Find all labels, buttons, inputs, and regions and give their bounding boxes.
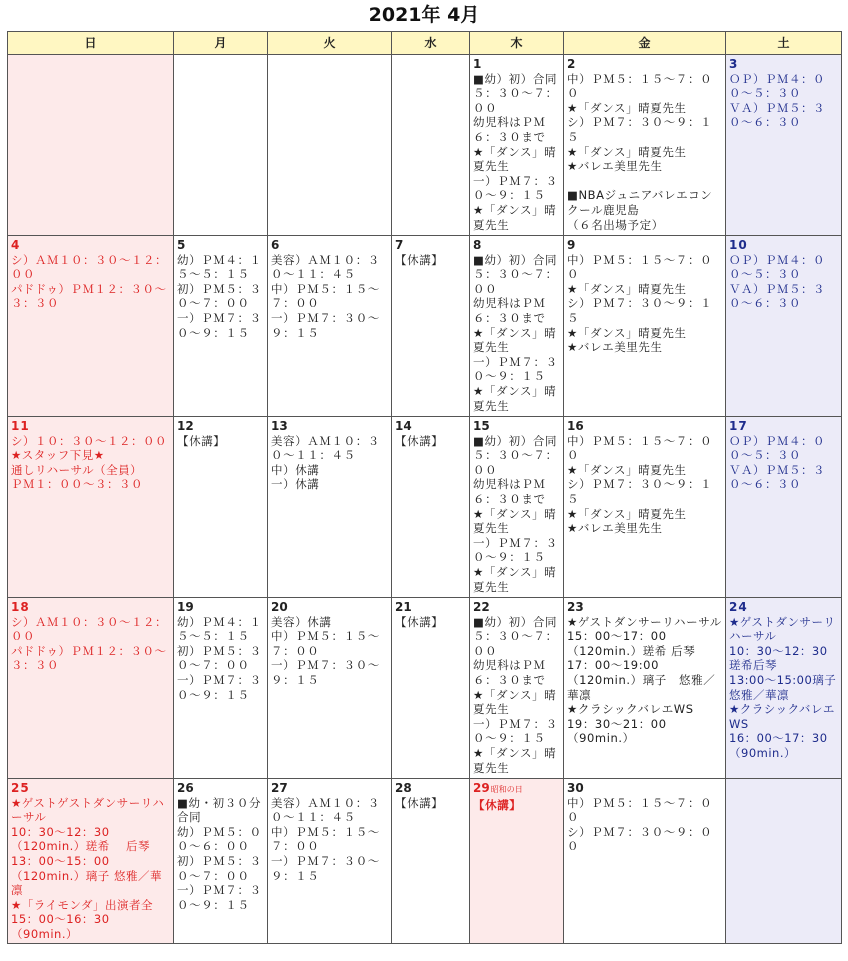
day-cell (726, 236, 842, 417)
week-row-3 (8, 417, 842, 598)
day-number: 6 (271, 238, 280, 252)
day-cell (564, 598, 726, 779)
day-events: ＯＰ）ＰＭ４：００〜５：３０ ＶＡ）ＰＭ５：３０〜６：３０ (729, 433, 825, 492)
day-events: 中）ＰＭ５：１５〜７：００ ★「ダンス」晴夏先生 シ）ＰＭ７：３０〜９：１５ ★「ダンス」晴夏先生 ★バレエ美里先生 (567, 433, 713, 536)
day-number: 11 (11, 419, 30, 433)
day-number: 1 (473, 57, 482, 71)
day-cell (564, 417, 726, 598)
day-cell (8, 236, 174, 417)
weekday-header-row (8, 32, 842, 55)
day-number: 23 (567, 600, 584, 614)
day-events: 【休講】 (395, 433, 444, 448)
day-cell (470, 598, 564, 779)
day-events: ＯＰ）ＰＭ４：００〜５：３０ ＶＡ）ＰＭ５：３０〜６：３０ (729, 252, 825, 311)
day-events: ★ゲストダンサーリハーサル 15：00〜17：00 （120min.）瑳希 后琴 17：00〜19:00 （120min.）璃子 悠雅／華凛 ★クラシックバレエWS 19：30〜21：00 （90min.） (567, 614, 722, 746)
day-cell-holiday (470, 779, 564, 944)
week-row-5 (8, 779, 842, 944)
day-cell (268, 598, 392, 779)
day-events: シ）１０：３０〜１２：００ ★スタッフ下見★ 通しリハーサル（全員） ＰＭ１：００〜３：３０ (11, 433, 167, 492)
day-events: シ）ＡＭ１０：３０〜１２：００ パドドゥ）ＰＭ１２：３０〜３：３０ (11, 614, 167, 673)
day-cell (470, 417, 564, 598)
day-cell (470, 236, 564, 417)
day-number: 15 (473, 419, 490, 433)
day-number-value: 29 (473, 781, 490, 795)
day-number: 28 (395, 781, 412, 795)
day-cell (174, 779, 268, 944)
weekday-header-tue: 火 (268, 32, 392, 55)
day-number: 16 (567, 419, 584, 433)
calendar-title: 2021年 4月 (368, 4, 480, 26)
day-cell (8, 417, 174, 598)
day-number: 7 (395, 238, 404, 252)
day-number: 10 (729, 238, 748, 252)
day-number: 5 (177, 238, 186, 252)
day-number: 18 (11, 600, 30, 614)
day-number: 4 (11, 238, 21, 252)
day-number: 3 (729, 57, 739, 71)
day-events: 美容）ＡＭ１０：３０〜１１：４５ 中）ＰＭ５：１５〜７：００ 一）ＰＭ７：３０〜９：１５ (271, 252, 380, 340)
day-cell (174, 598, 268, 779)
day-number: 17 (729, 419, 748, 433)
day-events: ★ゲストダンサーリハーサル 10：30〜12：30 瑳希后琴 13:00〜15:00璃子 悠雅／華凛 ★クラシックバレエWS 16：00〜17：30 （90min.） (729, 614, 837, 760)
day-events: 【休講】 (395, 614, 444, 629)
day-cell (174, 236, 268, 417)
day-events: 美容）ＡＭ１０：３０〜１１：４５ 中）ＰＭ５：１５〜７：００ 一）ＰＭ７：３０〜９：１５ (271, 795, 380, 883)
day-number: 25 (11, 781, 30, 795)
day-cell (268, 236, 392, 417)
day-number: 21 (395, 600, 412, 614)
day-events: ＯＰ）ＰＭ４：００〜５：３０ ＶＡ）ＰＭ５：３０〜６：３０ (729, 71, 825, 130)
day-cell (564, 779, 726, 944)
day-cell-empty (8, 55, 174, 236)
day-events: ■幼）初）合同５：３０〜７：００ 幼児科はＰＭ６：３０まで ★「ダンス」晴夏先生 一）ＰＭ７：３０〜９：１５ ★「ダンス」晴夏先生 (473, 71, 558, 232)
day-cell (726, 598, 842, 779)
day-events: ★ゲストゲストダンサーリハーサル 10：30〜12：30 （120min.）瑳希 后琴 13：00〜15：00 （120min.）璃子 悠雅／華凛 ★「ライモンダ」出演者全 15：00〜16：30 （90min.） (11, 795, 165, 941)
weekday-header-sat: 土 (726, 32, 842, 55)
weekday-header-sun: 日 (8, 32, 174, 55)
day-cell (392, 598, 470, 779)
day-number: 24 (729, 600, 748, 614)
day-cell-empty (392, 55, 470, 236)
day-number (473, 781, 560, 798)
day-number: 12 (177, 419, 194, 433)
day-events: ■幼）初）合同５：３０〜７：００ 幼児科はＰＭ６：３０まで ★「ダンス」晴夏先生 一）ＰＭ７：３０〜９：１５ ★「ダンス」晴夏先生 (473, 614, 558, 775)
day-events: 【休講】 (395, 252, 444, 267)
day-cell (174, 417, 268, 598)
day-number: 2 (567, 57, 576, 71)
day-number: 22 (473, 600, 490, 614)
day-cell-empty (726, 779, 842, 944)
day-number: 27 (271, 781, 288, 795)
calendar-table (7, 31, 842, 944)
day-number: 20 (271, 600, 288, 614)
week-row-4 (8, 598, 842, 779)
day-events: 中）ＰＭ５：１５〜７：００ シ）ＰＭ７：３０〜９：００ (567, 795, 713, 854)
day-cell (726, 417, 842, 598)
day-number: 8 (473, 238, 482, 252)
day-cell (726, 55, 842, 236)
day-number: 13 (271, 419, 288, 433)
day-cell (8, 779, 174, 944)
day-cell (470, 55, 564, 236)
day-events: ■幼・初３０分合同 幼）ＰＭ５：００〜６：００ 初）ＰＭ５：３０〜７：００ 一）ＰＭ７：３０〜９：１５ (177, 795, 262, 912)
weekday-header-mon: 月 (174, 32, 268, 55)
holiday-name: 昭和の日 (490, 785, 523, 794)
day-cell (392, 417, 470, 598)
day-cell (392, 236, 470, 417)
day-cell (564, 55, 726, 236)
weekday-header-wed: 水 (392, 32, 470, 55)
day-cell (268, 779, 392, 944)
day-number: 26 (177, 781, 194, 795)
day-events: 【休講】 (395, 795, 444, 810)
day-number: 19 (177, 600, 194, 614)
day-cell-empty (174, 55, 268, 236)
day-cell-empty (268, 55, 392, 236)
day-events: 【休講】 (177, 433, 226, 448)
day-events: ■幼）初）合同５：３０〜７：００ 幼児科はＰＭ６：３０まで ★「ダンス」晴夏先生 一）ＰＭ７：３０〜９：１５ ★「ダンス」晴夏先生 (473, 252, 558, 413)
day-events: 幼）ＰＭ４：１５〜５：１５ 初）ＰＭ５：３０〜７：００ 一）ＰＭ７：３０〜９：１５ (177, 614, 262, 702)
day-number: 14 (395, 419, 412, 433)
day-events: 美容）休講 中）ＰＭ５：１５〜７：００ 一）ＰＭ７：３０〜９：１５ (271, 614, 380, 687)
day-events: シ）ＡＭ１０：３０〜１２：００ パドドゥ）ＰＭ１２：３０〜３：３０ (11, 252, 167, 311)
day-events: ■幼）初）合同５：３０〜７：００ 幼児科はＰＭ６：３０まで ★「ダンス」晴夏先生 一）ＰＭ７：３０〜９：１５ ★「ダンス」晴夏先生 (473, 433, 558, 594)
day-events: 中）ＰＭ５：１５〜７：００ ★「ダンス」晴夏先生 シ）ＰＭ７：３０〜９：１５ ★「ダンス」晴夏先生 ★バレエ美里先生 ■NBAジュニアバレエコンクール鹿児島 （６名出場予定） (567, 71, 713, 232)
week-row-1 (8, 55, 842, 236)
week-row-2 (8, 236, 842, 417)
day-events: 中）ＰＭ５：１５〜７：００ ★「ダンス」晴夏先生 シ）ＰＭ７：３０〜９：１５ ★「ダンス」晴夏先生 ★バレエ美里先生 (567, 252, 713, 355)
weekday-header-thu: 木 (470, 32, 564, 55)
day-events: 美容）ＡＭ１０：３０〜１１：４５ 中）休講 一）休講 (271, 433, 380, 492)
weekday-header-fri: 金 (564, 32, 726, 55)
day-events: 幼）ＰＭ４：１５〜５：１５ 初）ＰＭ５：３０〜７：００ 一）ＰＭ７：３０〜９：１５ (177, 252, 262, 340)
day-events: 【休講】 (473, 797, 522, 812)
day-cell (8, 598, 174, 779)
day-number: 30 (567, 781, 584, 795)
day-cell (564, 236, 726, 417)
day-cell (392, 779, 470, 944)
day-number: 9 (567, 238, 576, 252)
day-cell (268, 417, 392, 598)
